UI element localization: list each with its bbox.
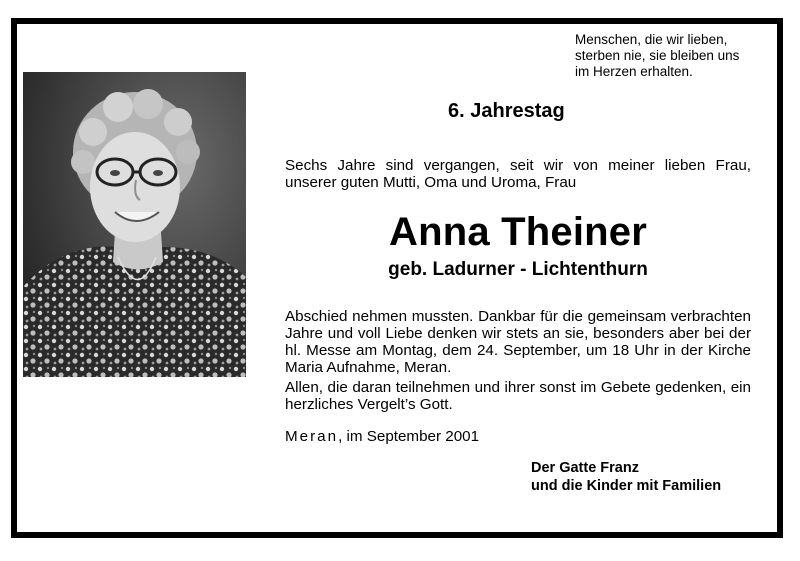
deceased-name: Anna Theiner bbox=[389, 210, 647, 254]
memorial-text: Abschied nehmen mussten. Dankbar für die gemeinsam verbrachten Jahre und voll Liebe denken wir stets an sie, besonders aber bei der hl. Messe am Montag, dem 24. September, um 18 Uhr in der Kirche Maria Aufnahme, Meran. bbox=[285, 308, 751, 376]
motto-line: Menschen, die wir lieben, bbox=[575, 32, 728, 47]
motto bbox=[575, 32, 765, 80]
maiden-name: geb. Ladurner - Lichtenthurn bbox=[388, 259, 648, 280]
motto-line: sterben nie, sie bleiben uns bbox=[575, 48, 740, 63]
signature bbox=[531, 459, 721, 495]
dateline bbox=[285, 428, 479, 445]
dateline-place: Meran bbox=[285, 428, 339, 445]
anniversary-heading: 6. Jahrestag bbox=[448, 100, 565, 122]
thanks-text: Allen, die daran teilnehmen und ihrer sonst im Gebete gedenken, ein herzliches Vergelt’s Gott. bbox=[285, 379, 751, 413]
signature-line: Der Gatte Franz bbox=[531, 460, 639, 476]
motto-line: im Herzen erhalten. bbox=[575, 64, 693, 79]
dateline-date: , im September 2001 bbox=[338, 428, 480, 445]
portrait-photo bbox=[23, 72, 246, 377]
intro-text: Sechs Jahre sind vergangen, seit wir von meiner lieben Frau, unserer guten Mutti, Oma und Uroma, Frau bbox=[285, 157, 751, 191]
signature-line: und die Kinder mit Familien bbox=[531, 478, 722, 494]
